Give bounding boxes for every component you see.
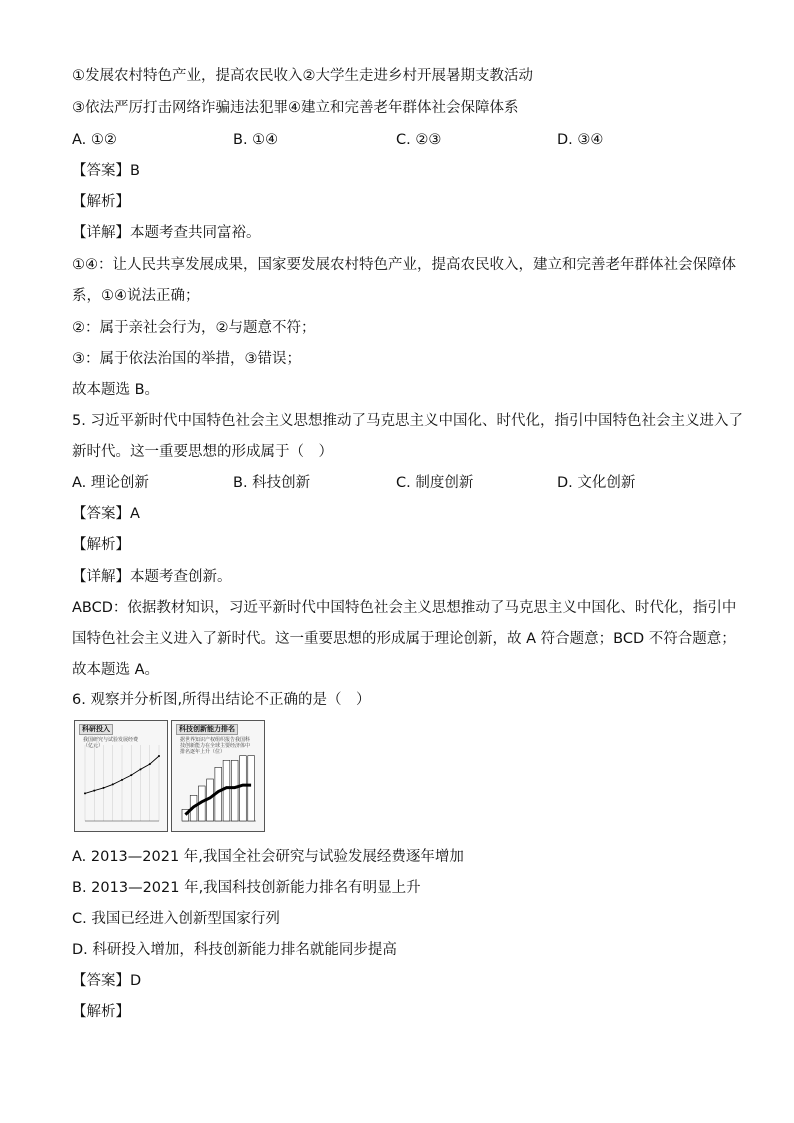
q5-explanation-1: ABCD：依据教材知识，习近平新时代中国特色社会主义思想推动了马克思主义中国化、时代化，指引中 — [72, 600, 737, 616]
rd-investment-figure — [74, 720, 168, 832]
q6-option-c: C. 我国已经进入创新型国家行列 — [72, 911, 280, 927]
q5-stem-2: 新时代。这一重要思想的形成属于（ ） — [72, 444, 333, 460]
innovation-ranking-figure — [171, 720, 265, 832]
q6-option-a: A. 2013—2021 年,我国全社会研究与试验发展经费逐年增加 — [72, 849, 464, 865]
q4-detail: 【详解】本题考查共同富裕。 — [72, 225, 261, 241]
q5-conclusion: 故本题选 A。 — [72, 662, 160, 678]
innovation-ranking-caption: 据世界知识产权组织报告我国科技创新能力在全球主要经济体中排名逐年上升（位） — [180, 737, 251, 755]
q6-option-d: D. 科研投入增加，科技创新能力排名就能同步提高 — [72, 942, 397, 958]
q4-statement-1-2: ①发展农村特色产业，提高农民收入②大学生走进乡村开展暑期支教活动 — [72, 68, 533, 84]
q6-stem: 6. 观察并分析图,所得出结论不正确的是（ ） — [72, 692, 371, 708]
q5-option-c: C. 制度创新 — [396, 475, 474, 491]
q4-explanation-1b: 系，①④说法正确； — [72, 288, 200, 304]
q5-explanation-2: 国特色社会主义进入了新时代。这一重要思想的形成属于理论创新，故 A 符合题意；BCD 不符合题意； — [72, 631, 736, 647]
q5-option-b: B. 科技创新 — [233, 475, 311, 491]
q5-detail: 【详解】本题考查创新。 — [72, 569, 232, 585]
innovation-ranking-title: 科技创新能力排名 — [176, 724, 238, 735]
q4-statement-3-4: ③依法严厉打击网络诈骗违法犯罪④建立和完善老年群体社会保障体系 — [72, 100, 519, 116]
bar — [223, 760, 230, 821]
q5-stem-1: 5. 习近平新时代中国特色社会主义思想推动了马克思主义中国化、时代化，指引中国特色社会主义进入了 — [72, 413, 743, 429]
q5-option-a: A. 理论创新 — [72, 475, 149, 491]
q4-answer: 【答案】B — [72, 163, 140, 179]
q5-option-d: D. 文化创新 — [557, 475, 636, 491]
q4-conclusion: 故本题选 B。 — [72, 382, 160, 398]
q6-analysis-heading: 【解析】 — [72, 1004, 130, 1020]
q4-explanation-1a: ①④：让人民共享发展成果，国家要发展农村特色产业，提高农民收入，建立和完善老年群体社会保障体 — [72, 257, 736, 273]
q5-answer: 【答案】A — [72, 506, 140, 522]
q4-option-c: C. ②③ — [396, 132, 442, 148]
q4-analysis-heading: 【解析】 — [72, 194, 130, 210]
q4-option-a: A. ①② — [72, 132, 117, 148]
bar — [248, 756, 255, 821]
rd-investment-caption: 我国研究与试验发展经费（亿元） — [83, 737, 139, 749]
q4-option-d: D. ③④ — [557, 132, 604, 148]
rd-investment-title: 科研投入 — [79, 724, 113, 735]
q5-analysis-heading: 【解析】 — [72, 537, 130, 553]
q4-explanation-2: ②：属于亲社会行为，②与题意不符； — [72, 320, 316, 336]
bar — [240, 756, 247, 821]
q6-option-b: B. 2013—2021 年,我国科技创新能力排名有明显上升 — [72, 880, 421, 896]
q6-answer: 【答案】D — [72, 973, 142, 989]
bar — [231, 760, 238, 821]
q4-explanation-3: ③：属于依法治国的举措，③错误； — [72, 351, 301, 367]
q4-option-b: B. ①④ — [233, 132, 279, 148]
